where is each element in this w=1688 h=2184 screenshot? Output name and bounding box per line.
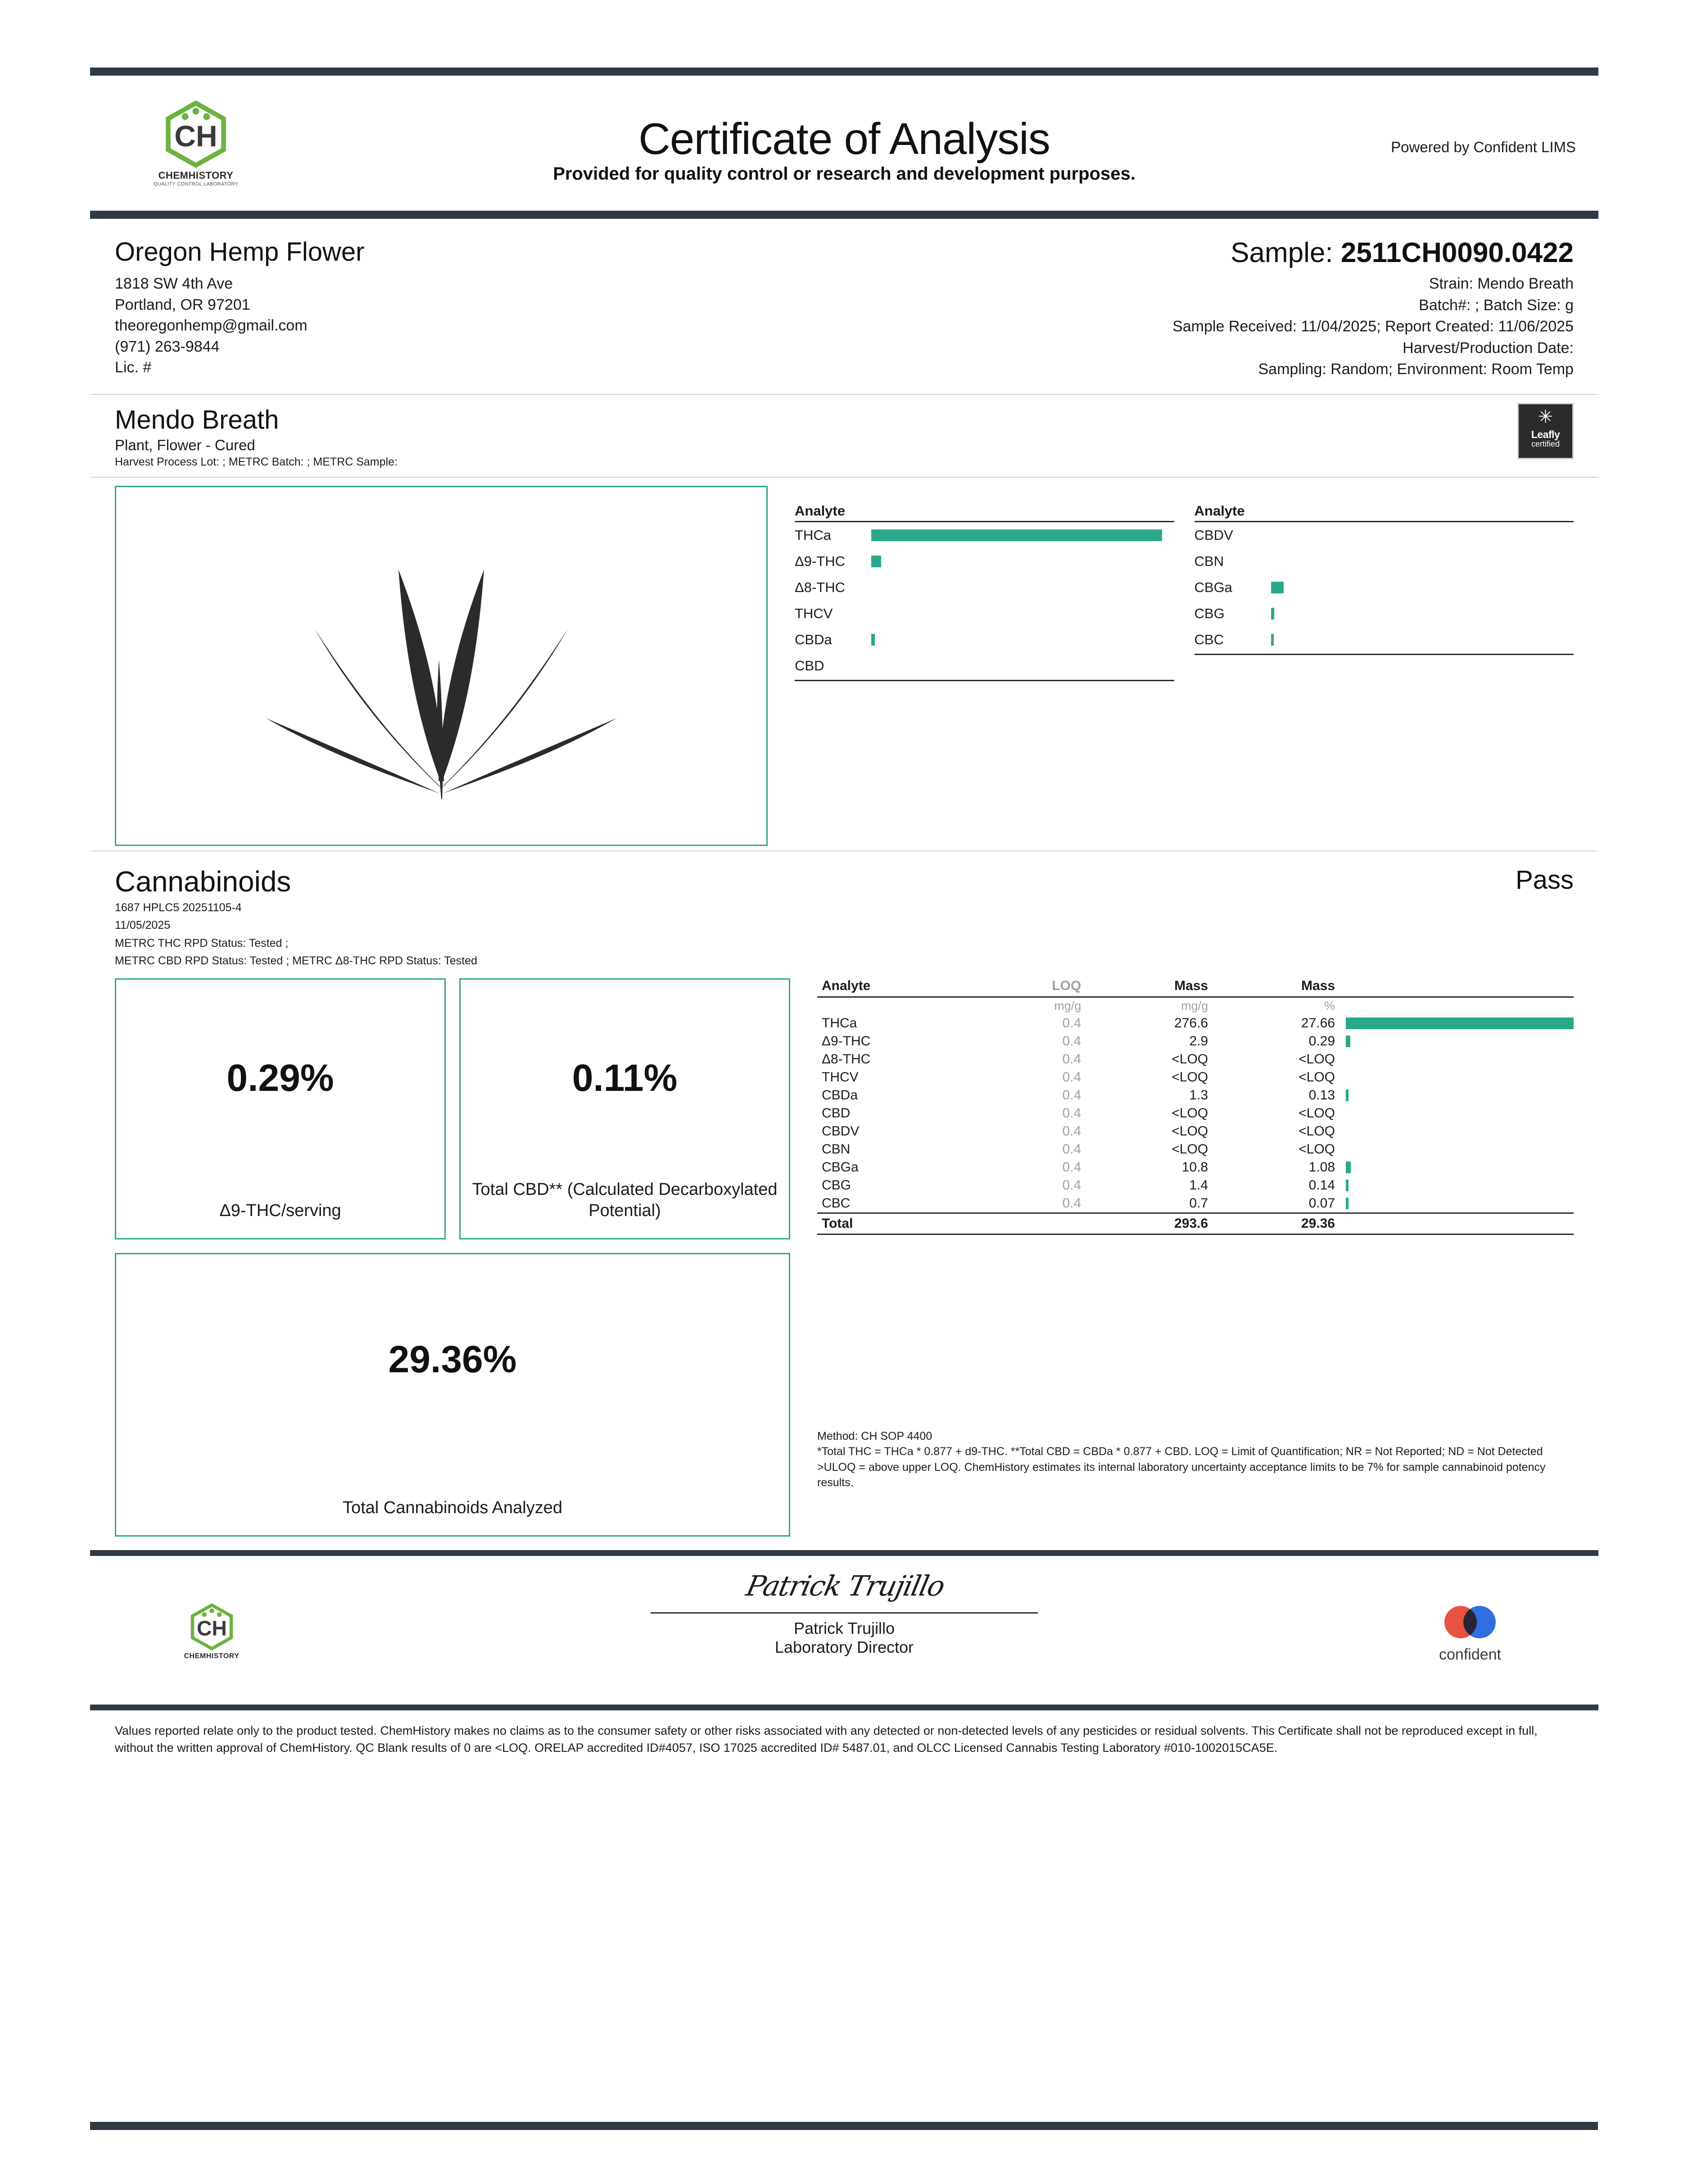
analyte-bar-label: CBN xyxy=(1194,553,1224,569)
analyte-bar-label: CBC xyxy=(1194,631,1224,647)
client-phone: (971) 263-9844 xyxy=(115,338,220,355)
cell-bar xyxy=(1340,1086,1574,1104)
cell-mass-pct: <LOQ xyxy=(1299,1141,1335,1157)
cell-mass-mgg: <LOQ xyxy=(1172,1051,1208,1067)
result-bar xyxy=(1346,1180,1349,1191)
client-license: Lic. # xyxy=(115,359,152,376)
table-row xyxy=(817,1140,1574,1158)
header-divider xyxy=(90,211,1598,219)
powered-by-label: Powered by Confident LIMS xyxy=(1391,139,1576,155)
analyte-bar-label: Δ9-THC xyxy=(795,553,845,569)
signatory-name: Patrick Trujillo xyxy=(793,1619,895,1637)
cell-mass-pct: <LOQ xyxy=(1299,1105,1335,1121)
cell-loq: 0.4 xyxy=(1062,1033,1082,1049)
column-header-bar xyxy=(1340,978,1574,997)
cell-bar xyxy=(1340,1014,1574,1032)
table-row xyxy=(817,1014,1574,1032)
confident-logo xyxy=(1396,1599,1544,1664)
analyte-bar-label: CBDa xyxy=(795,631,832,647)
cell-analyte: Δ9-THC xyxy=(822,1033,871,1049)
status-badge: Pass xyxy=(1516,865,1574,895)
analyte-bar-label: CBD xyxy=(795,657,824,674)
analyte-bar-label: CBG xyxy=(1194,605,1225,621)
analyte-bar-footer-right xyxy=(1195,654,1574,655)
sample-photo xyxy=(115,486,768,846)
signatory-role: Laboratory Director xyxy=(774,1637,914,1656)
analyte-bar-fill xyxy=(1271,634,1274,646)
analyte-bar-fill xyxy=(871,556,881,567)
unit-cell: mg/g xyxy=(1181,999,1208,1013)
hexagon-logo-icon xyxy=(162,100,230,168)
analyte-bar-header-label-right: Analyte xyxy=(1194,502,1245,519)
cell-loq: 0.4 xyxy=(1062,1195,1082,1211)
summary-stats xyxy=(115,978,790,1537)
analyte-bar-row xyxy=(1195,548,1574,574)
analyte-bar-row xyxy=(795,522,1174,548)
chemhistory-logo-footer xyxy=(167,1603,257,1660)
analyte-bar-track xyxy=(871,634,1174,646)
strain-name: Mendo Breath xyxy=(115,405,279,434)
analyte-bar-track xyxy=(871,582,1174,593)
cannabinoids-title: Cannabinoids xyxy=(115,865,291,898)
cell-mass-pct: 0.13 xyxy=(1308,1087,1335,1103)
cell-mass-pct: <LOQ xyxy=(1299,1069,1335,1085)
cell-mass-pct: 0.07 xyxy=(1308,1195,1335,1211)
signature-image: Patrick Trujillo xyxy=(743,1569,947,1602)
stat-value-total-cbd: 0.11% xyxy=(572,1056,678,1099)
analyte-bar-header-label-left: Analyte xyxy=(795,502,845,519)
cell-mass-pct: 0.29 xyxy=(1308,1033,1335,1049)
sample-label: Sample: xyxy=(1231,237,1341,268)
table-total-row xyxy=(817,1213,1574,1234)
method-line2: *Total THC = THCa * 0.877 + d9-THC. **Total CBD = CBDa * 0.877 + CBD. LOQ = Limit of Quantification; NR = Not Reported; ND = Not Detected xyxy=(817,1445,1543,1458)
stat-label-total-cannabinoids: Total Cannabinoids Analyzed xyxy=(342,1498,562,1518)
sample-media-section xyxy=(90,478,1598,850)
cell-analyte: THCV xyxy=(822,1069,859,1085)
cell-analyte: CBGa xyxy=(822,1159,859,1175)
coa-sheet xyxy=(90,68,1598,1757)
svg-text:CH: CH xyxy=(196,1616,227,1640)
analyte-bar-row xyxy=(795,574,1174,601)
strain-section xyxy=(90,395,1598,477)
logo-caption: CHEMHISTORY xyxy=(158,170,234,181)
cell-analyte: Δ8-THC xyxy=(822,1051,871,1067)
cell-bar xyxy=(1340,1140,1574,1158)
analyte-bar-column-left xyxy=(795,503,1174,846)
cell-mass-pct: 0.14 xyxy=(1308,1177,1335,1193)
cell-analyte: CBC xyxy=(822,1195,851,1211)
stat-card-total-cannabinoids xyxy=(115,1253,790,1537)
unit-cell-bar xyxy=(1340,997,1574,1014)
signature-section xyxy=(90,1556,1598,1705)
page-title: Certificate of Analysis xyxy=(638,114,1050,164)
document-header xyxy=(90,76,1598,211)
stat-value-total-cannabinoids: 29.36% xyxy=(388,1338,517,1380)
table-row xyxy=(817,1032,1574,1050)
analyte-bar-row xyxy=(795,653,1174,679)
cell-mass-mgg: 276.6 xyxy=(1174,1015,1208,1031)
client-email: theoregonhemp@gmail.com xyxy=(115,317,308,335)
cell-bar xyxy=(1340,1194,1574,1213)
analyte-bar-track xyxy=(871,660,1174,672)
cell-mass-mgg: 1.3 xyxy=(1189,1087,1208,1103)
cell-mass-mgg: 10.8 xyxy=(1181,1159,1208,1175)
leafly-certified-badge xyxy=(1517,403,1574,459)
table-row xyxy=(817,1068,1574,1086)
cell-loq: 0.4 xyxy=(1062,1087,1082,1103)
analyte-bar-row xyxy=(1195,574,1574,601)
cell-mass-mgg: 2.9 xyxy=(1189,1033,1208,1049)
analyte-bar-fill xyxy=(1271,608,1274,619)
cell-total-label: Total xyxy=(817,1213,979,1234)
footer-disclaimer: Values reported relate only to the product tested. ChemHistory makes no claims as to the consumer safety or other risks associated with any detected or non-detected levels of any pesticides or residual solvents. This Certificate shall not be reproduced except in full, without the written approval of ChemHistory. QC Blank results of 0 are <LOQ. ORELAP accredited ID#4057, ISO 17025 accredited ID# 5487.01, and OLCC Licensed Cannabis Testing Laboratory #010-1002015CA5E. xyxy=(115,1723,1538,1755)
strain-type: Plant, Flower - Cured xyxy=(115,436,255,453)
column-header-loq: LOQ xyxy=(979,978,1086,997)
strain-lot-info: Harvest Process Lot: ; METRC Batch: ; METRC Sample: xyxy=(115,455,398,468)
cell-mass-mgg: 1.4 xyxy=(1189,1177,1208,1193)
stat-card-thc-serving xyxy=(115,978,446,1239)
table-row xyxy=(817,1050,1574,1068)
chemhistory-logo xyxy=(144,100,248,187)
sample-batch: Batch#: ; Batch Size: g xyxy=(1419,296,1574,314)
cell-mass-mgg: <LOQ xyxy=(1172,1105,1208,1121)
analyte-bar-label: THCV xyxy=(795,605,833,621)
analyte-bar-track xyxy=(1271,529,1574,541)
cannabinoids-meta-line1: 1687 HPLC5 20251105-4 xyxy=(115,901,242,914)
analyte-bar-track xyxy=(1271,556,1574,567)
cell-mass-pct: 1.08 xyxy=(1308,1159,1335,1175)
analyte-bar-column-right xyxy=(1195,503,1574,846)
sample-id: 2511CH0090.0422 xyxy=(1340,237,1574,268)
cell-analyte: CBN xyxy=(822,1141,851,1157)
cannabinoids-body xyxy=(90,974,1598,1537)
table-row xyxy=(817,1086,1574,1104)
result-bar xyxy=(1346,1198,1349,1209)
analyte-bar-label: THCa xyxy=(795,527,831,543)
logo-caption-footer: CHEMHISTORY xyxy=(184,1652,240,1660)
cell-mass-pct: <LOQ xyxy=(1299,1123,1335,1139)
table-row xyxy=(817,1122,1574,1140)
analyte-bar-track xyxy=(871,529,1174,541)
cell-bar xyxy=(1340,1050,1574,1068)
analyte-bar-row xyxy=(1195,627,1574,653)
analyte-bar-header-left xyxy=(795,503,1174,522)
table-row xyxy=(817,1194,1574,1213)
cell-loq: 0.4 xyxy=(1062,1105,1082,1121)
column-header-analyte: Analyte xyxy=(817,978,979,997)
analyte-bar-label: Δ8-THC xyxy=(795,579,845,595)
analyte-bar-row xyxy=(795,627,1174,653)
result-bar xyxy=(1346,1162,1351,1173)
table-header-row xyxy=(817,978,1574,997)
analyte-bar-fill xyxy=(871,634,875,646)
signature-line xyxy=(651,1612,1038,1614)
analyte-bar-track xyxy=(871,608,1174,619)
method-line1: Method: CH SOP 4400 xyxy=(817,1429,932,1442)
sample-dates: Sample Received: 11/04/2025; Report Created: 11/06/2025 xyxy=(1172,318,1574,335)
footer-divider-bottom xyxy=(90,1705,1598,1710)
unit-cell: % xyxy=(1324,999,1335,1013)
cannabis-leaf-icon xyxy=(194,511,689,835)
cell-analyte: CBD xyxy=(822,1105,851,1121)
page-bottom-rule xyxy=(90,2122,1598,2130)
cell-total-loq xyxy=(979,1213,1086,1234)
cell-loq: 0.4 xyxy=(1062,1123,1082,1139)
analyte-bar-track xyxy=(1271,634,1574,646)
table-row xyxy=(817,1158,1574,1176)
sample-strain: Strain: Mendo Breath xyxy=(1429,275,1574,292)
analyte-bar-header-right xyxy=(1195,503,1574,522)
table-row xyxy=(817,1176,1574,1194)
client-name: Oregon Hemp Flower xyxy=(115,237,365,267)
logo-subcaption: QUALITY CONTROL LABORATORY xyxy=(153,181,239,187)
cannabinoids-meta-line4: METRC CBD RPD Status: Tested ; METRC Δ8-THC RPD Status: Tested xyxy=(115,954,477,968)
analyte-bar-row xyxy=(795,601,1174,627)
client-sample-section xyxy=(90,219,1598,394)
cell-analyte: CBG xyxy=(822,1177,851,1193)
cannabinoids-meta-line2: 11/05/2025 xyxy=(115,919,171,932)
analyte-bar-label: CBDV xyxy=(1194,527,1233,543)
cell-bar xyxy=(1340,1122,1574,1140)
cell-mass-mgg: 0.7 xyxy=(1189,1195,1208,1211)
cell-bar xyxy=(1340,1104,1574,1122)
results-panel xyxy=(790,978,1574,1537)
cell-mass-mgg: <LOQ xyxy=(1172,1141,1208,1157)
unit-cell xyxy=(817,997,979,1014)
cell-loq: 0.4 xyxy=(1062,1051,1082,1067)
method-notes xyxy=(817,1429,1574,1491)
cell-total-bar xyxy=(1340,1213,1574,1234)
leafly-badge-line1: Leafly xyxy=(1531,428,1560,440)
cell-mass-pct: <LOQ xyxy=(1299,1051,1335,1067)
cell-loq: 0.4 xyxy=(1062,1141,1082,1157)
table-units-row xyxy=(817,997,1574,1014)
client-info xyxy=(115,237,815,380)
cell-bar xyxy=(1340,1032,1574,1050)
column-header-mass-mgg: Mass xyxy=(1086,978,1213,997)
cell-mass-pct: 27.66 xyxy=(1301,1015,1335,1031)
footer-divider-top xyxy=(90,1550,1598,1556)
stat-label-thc-serving: Δ9-THC/serving xyxy=(219,1201,341,1221)
result-bar xyxy=(1346,1090,1349,1101)
confident-circles-icon xyxy=(1396,1599,1544,1646)
analyte-bar-track xyxy=(1271,608,1574,619)
client-address-line1: 1818 SW 4th Ave xyxy=(115,275,233,292)
cell-total-mass-pct: 29.36 xyxy=(1213,1213,1340,1234)
cell-bar xyxy=(1340,1158,1574,1176)
column-header-mass-pct: Mass xyxy=(1213,978,1340,997)
cell-total-mass-mgg: 293.6 xyxy=(1086,1213,1213,1234)
cell-loq: 0.4 xyxy=(1062,1159,1082,1175)
client-address-line2: Portland, OR 97201 xyxy=(115,296,250,313)
method-line3: >ULOQ = above upper LOQ. ChemHistory estimates its internal laboratory uncertainty acceptance limits to be 7% for sample cannabinoid potency results. xyxy=(817,1461,1546,1489)
cannabinoids-meta-line3: METRC THC RPD Status: Tested ; xyxy=(115,936,289,950)
summary-stat-row xyxy=(115,978,790,1239)
cannabinoid-results-table xyxy=(817,978,1574,1235)
stat-card-total-cbd xyxy=(459,978,790,1239)
cell-mass-mgg: <LOQ xyxy=(1172,1123,1208,1139)
cell-analyte: CBDV xyxy=(822,1123,860,1139)
stat-label-total-cbd: Total CBD** (Calculated Decarboxylated Potential) xyxy=(472,1180,778,1221)
cell-bar xyxy=(1340,1176,1574,1194)
svg-text:CH: CH xyxy=(174,119,217,153)
cell-analyte: CBDa xyxy=(822,1087,858,1103)
page-subtitle: Provided for quality control or research and development purposes. xyxy=(553,163,1136,184)
analyte-bar-footer-left xyxy=(795,680,1174,681)
leafly-badge-line2: certified xyxy=(1531,439,1560,448)
analyte-bar-track xyxy=(1271,582,1574,593)
top-divider xyxy=(90,68,1598,76)
result-bar xyxy=(1346,1035,1350,1047)
cell-loq: 0.4 xyxy=(1062,1015,1082,1031)
cell-bar xyxy=(1340,1068,1574,1086)
table-row xyxy=(817,1104,1574,1122)
analyte-bar-row xyxy=(1195,601,1574,627)
analyte-bar-fill xyxy=(871,529,1162,541)
result-bar xyxy=(1346,1017,1574,1029)
stat-value-thc-serving: 0.29% xyxy=(226,1056,334,1099)
cell-loq: 0.4 xyxy=(1062,1177,1082,1193)
analyte-bar-fill xyxy=(1271,582,1284,593)
sample-sampling: Sampling: Random; Environment: Room Temp xyxy=(1258,361,1574,378)
hexagon-logo-icon-footer xyxy=(188,1603,235,1650)
unit-cell: mg/g xyxy=(1054,999,1082,1013)
cell-mass-mgg: <LOQ xyxy=(1172,1069,1208,1085)
sample-info xyxy=(815,237,1574,380)
signature-block xyxy=(642,1569,1047,1657)
confident-label: confident xyxy=(1439,1646,1501,1663)
analyte-bar-charts xyxy=(768,486,1574,846)
sample-harvest-date: Harvest/Production Date: xyxy=(1403,339,1574,357)
analyte-bar-track xyxy=(871,556,1174,567)
analyte-bar-row xyxy=(1195,522,1574,548)
cell-analyte: THCa xyxy=(822,1015,857,1031)
sample-id-heading xyxy=(815,237,1574,269)
cannabinoids-header xyxy=(90,851,1598,974)
title-block xyxy=(90,102,1598,184)
analyte-bar-row xyxy=(795,548,1174,574)
cell-loq: 0.4 xyxy=(1062,1069,1082,1085)
leafly-star-icon: ✳ xyxy=(1538,407,1553,427)
analyte-bar-label: CBGa xyxy=(1194,579,1232,595)
